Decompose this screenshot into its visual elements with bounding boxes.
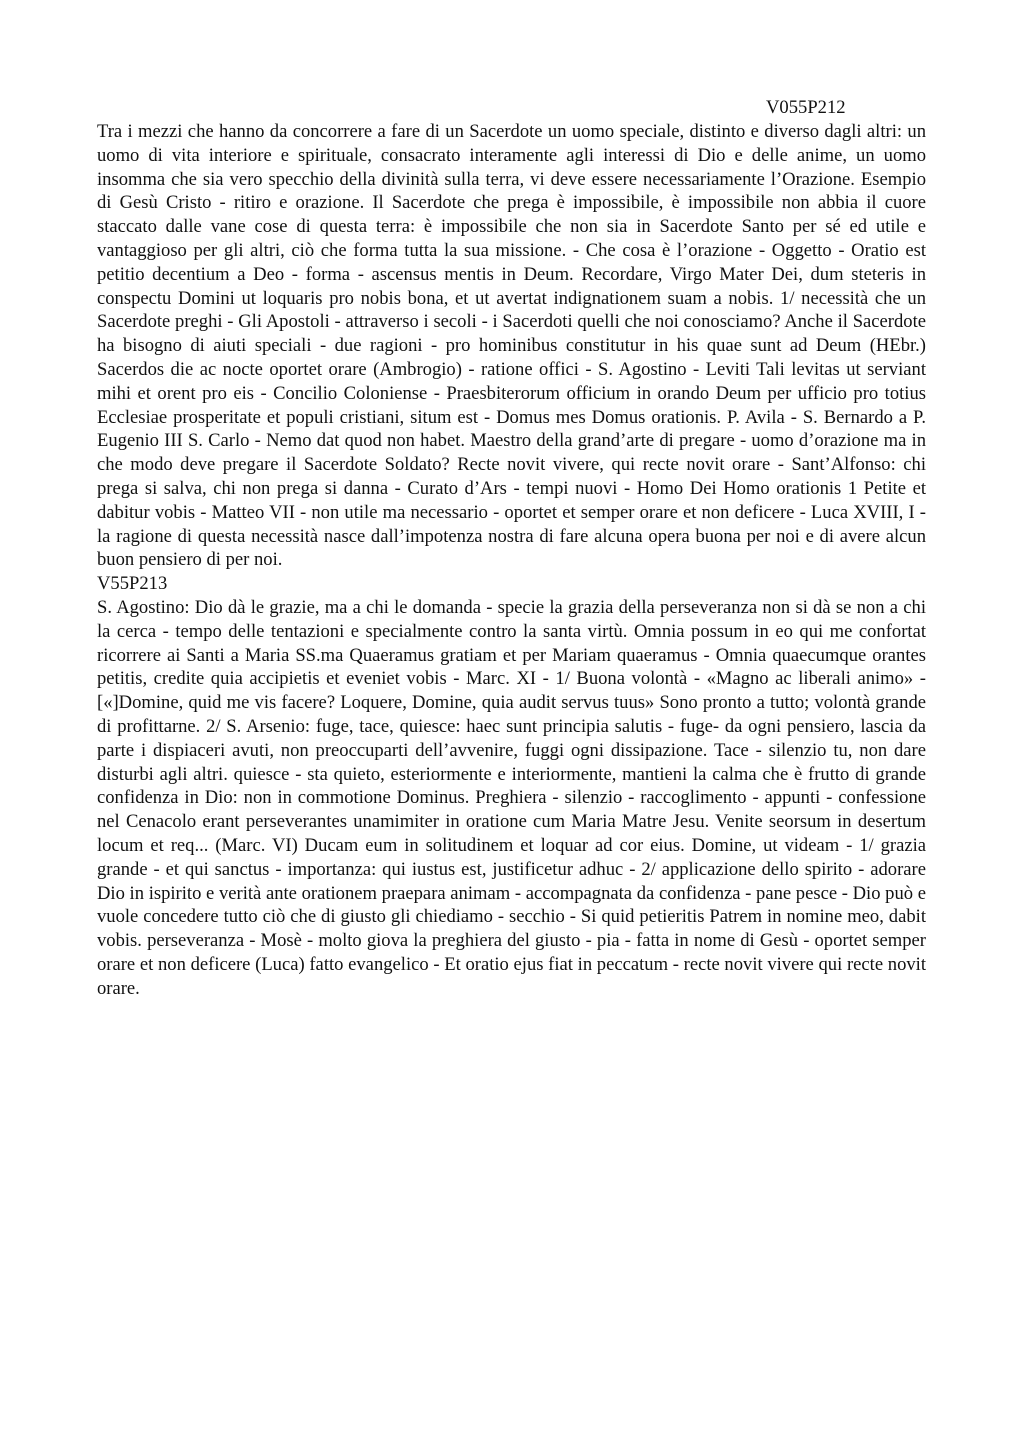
paragraph-1: Tra i mezzi che hanno da concorrere a fare di un Sacerdote un uomo speciale, distinto e diverso dagli altri: un uomo di vita interiore e spirituale, consacrato interamente agli interessi di Dio e delle anime, un uomo insomma che sia vero specchio della divinità sulla terra, vi deve essere necessariamente l’Orazione. Esempio di Gesù Cristo - ritiro e orazione. Il Sacerdote che prega è impossibile, è impossibile non abbia il cuore staccato dalle vane cose di questa terra: è impossibile che non sia in Sacerdote Santo per sé ed utile e vantaggioso per gli altri, ciò che forma tutta la sua missione. - Che cosa è l’orazione - Oggetto - Oratio est petitio decentium a Deo - forma - ascensus mentis in Deum. Recordare, Virgo Mater Dei, dum steteris in conspectu Domini ut loquaris pro nobis bona, et ut avertat indignationem suam a nobis. 1/ necessità che un Sacerdote preghi - Gli Apostoli - attraverso i secoli - i Sacerdoti quelli che noi conosciamo? Anche il Sacerdote ha bisogno di aiuti speciali - due ragioni - pro hominibus constitutur in his quae sunt ad Deum (HEbr.) Sacerdos die ac nocte oportet orare (Ambrogio) - ratione offici - S. Agostino - Leviti Tali levitas ut serviant mihi et orent pro eis - Concilio Coloniense - Praesbiterorum officium in orando Deum per ufficio pro totius Ecclesiae prosperitate et populi cristiani, situm est - Domus mes Domus orationis. P. Avila - S. Bernardo a P. Eugenio III S. Carlo - Nemo dat quod non habet. Maestro della grand’arte di pregare - uomo d’orazione ma in che modo deve pregare il Sacerdote Soldato? Recte novit vivere, qui recte novit orare - Sant’Alfonso: chi prega si salva, chi non prega si danna - Curato d’Ars - tempi nuovi - Homo Dei Homo orationis 1 Petite et dabitur vobis - Matteo VII - non utile ma necessario - oportet et semper orare et non deficere - Luca XVIII, I - la ragione di questa necessità nasce dall’impotenza nostra di fare alcuna opera buona per noi e di avere alcun buon pensiero di per noi.	[97, 121, 926, 571]
paragraph-2: S. Agostino: Dio dà le grazie, ma a chi le domanda - specie la grazia della perseveranza non si dà se non a chi la cerca - tempo delle tentazioni e specialmente contro la santa virtù. Omnia possum in eo qui me confortat ricorrere ai Santi a Maria SS.ma Quaeramus gratiam et per Mariam quaeramus - Omnia quaecumque orantes petitis, credite quia accipietis et eveniet vobis - Marc. XI - 1/ Buona volontà - «Magno ac liberali animo» - [«]Domine, quid me vis facere? Loquere, Domine, quia audit servus tuus» Sono pronto a tutto; volontà grande di profittarne. 2/ S. Arsenio: fuge, tace, quiesce: haec sunt principia salutis - fuge- da ogni pensiero, lascia da parte i dispiaceri avuti, non preoccuparti dell’avvenire, fuggi ogni dissipazione. Tace - silenzio tu, non dare disturbi agli altri. quiesce - sta quieto, esteriormente e interiormente, mantieni la calma che è frutto di grande confidenza in Dio: non in commotione Dominus. Preghiera - silenzio - raccoglimento - appunti - confessione nel Cenacolo erant perseverantes unamimiter in oratione cum Maria Matre Jesu. Venite seorsum in desertum locum et req... (Marc. VI) Ducam eum in solitudinem et loquar ad cor eius. Domine, ut videam - 1/ grazia grande - et qui sanctus - importanza: qui iustus est, justificetur adhuc - 2/ applicazione dello spirito - adorare Dio in ispirito e verità ante orationem praepara animam - accompagnata da confidenza - pane pesce - Dio può e vuole concedere tutto ciò che di giusto gli chiediamo - secchio - Si quid petieritis Patrem in nomine meo, dabit vobis. perseveranza - Mosè - molto giova la preghiera del giusto - pia - fatta in nome di Gesù - oportet semper orare et non deficere (Luca) fatto evangelico - Et oratio ejus fiat in peccatum - recte novit vivere qui recte novit orare.	[97, 596, 926, 999]
page-reference-top: V055P212	[766, 97, 846, 118]
page-reference-middle: V55P213	[97, 573, 168, 595]
document-body	[97, 120, 926, 1000]
